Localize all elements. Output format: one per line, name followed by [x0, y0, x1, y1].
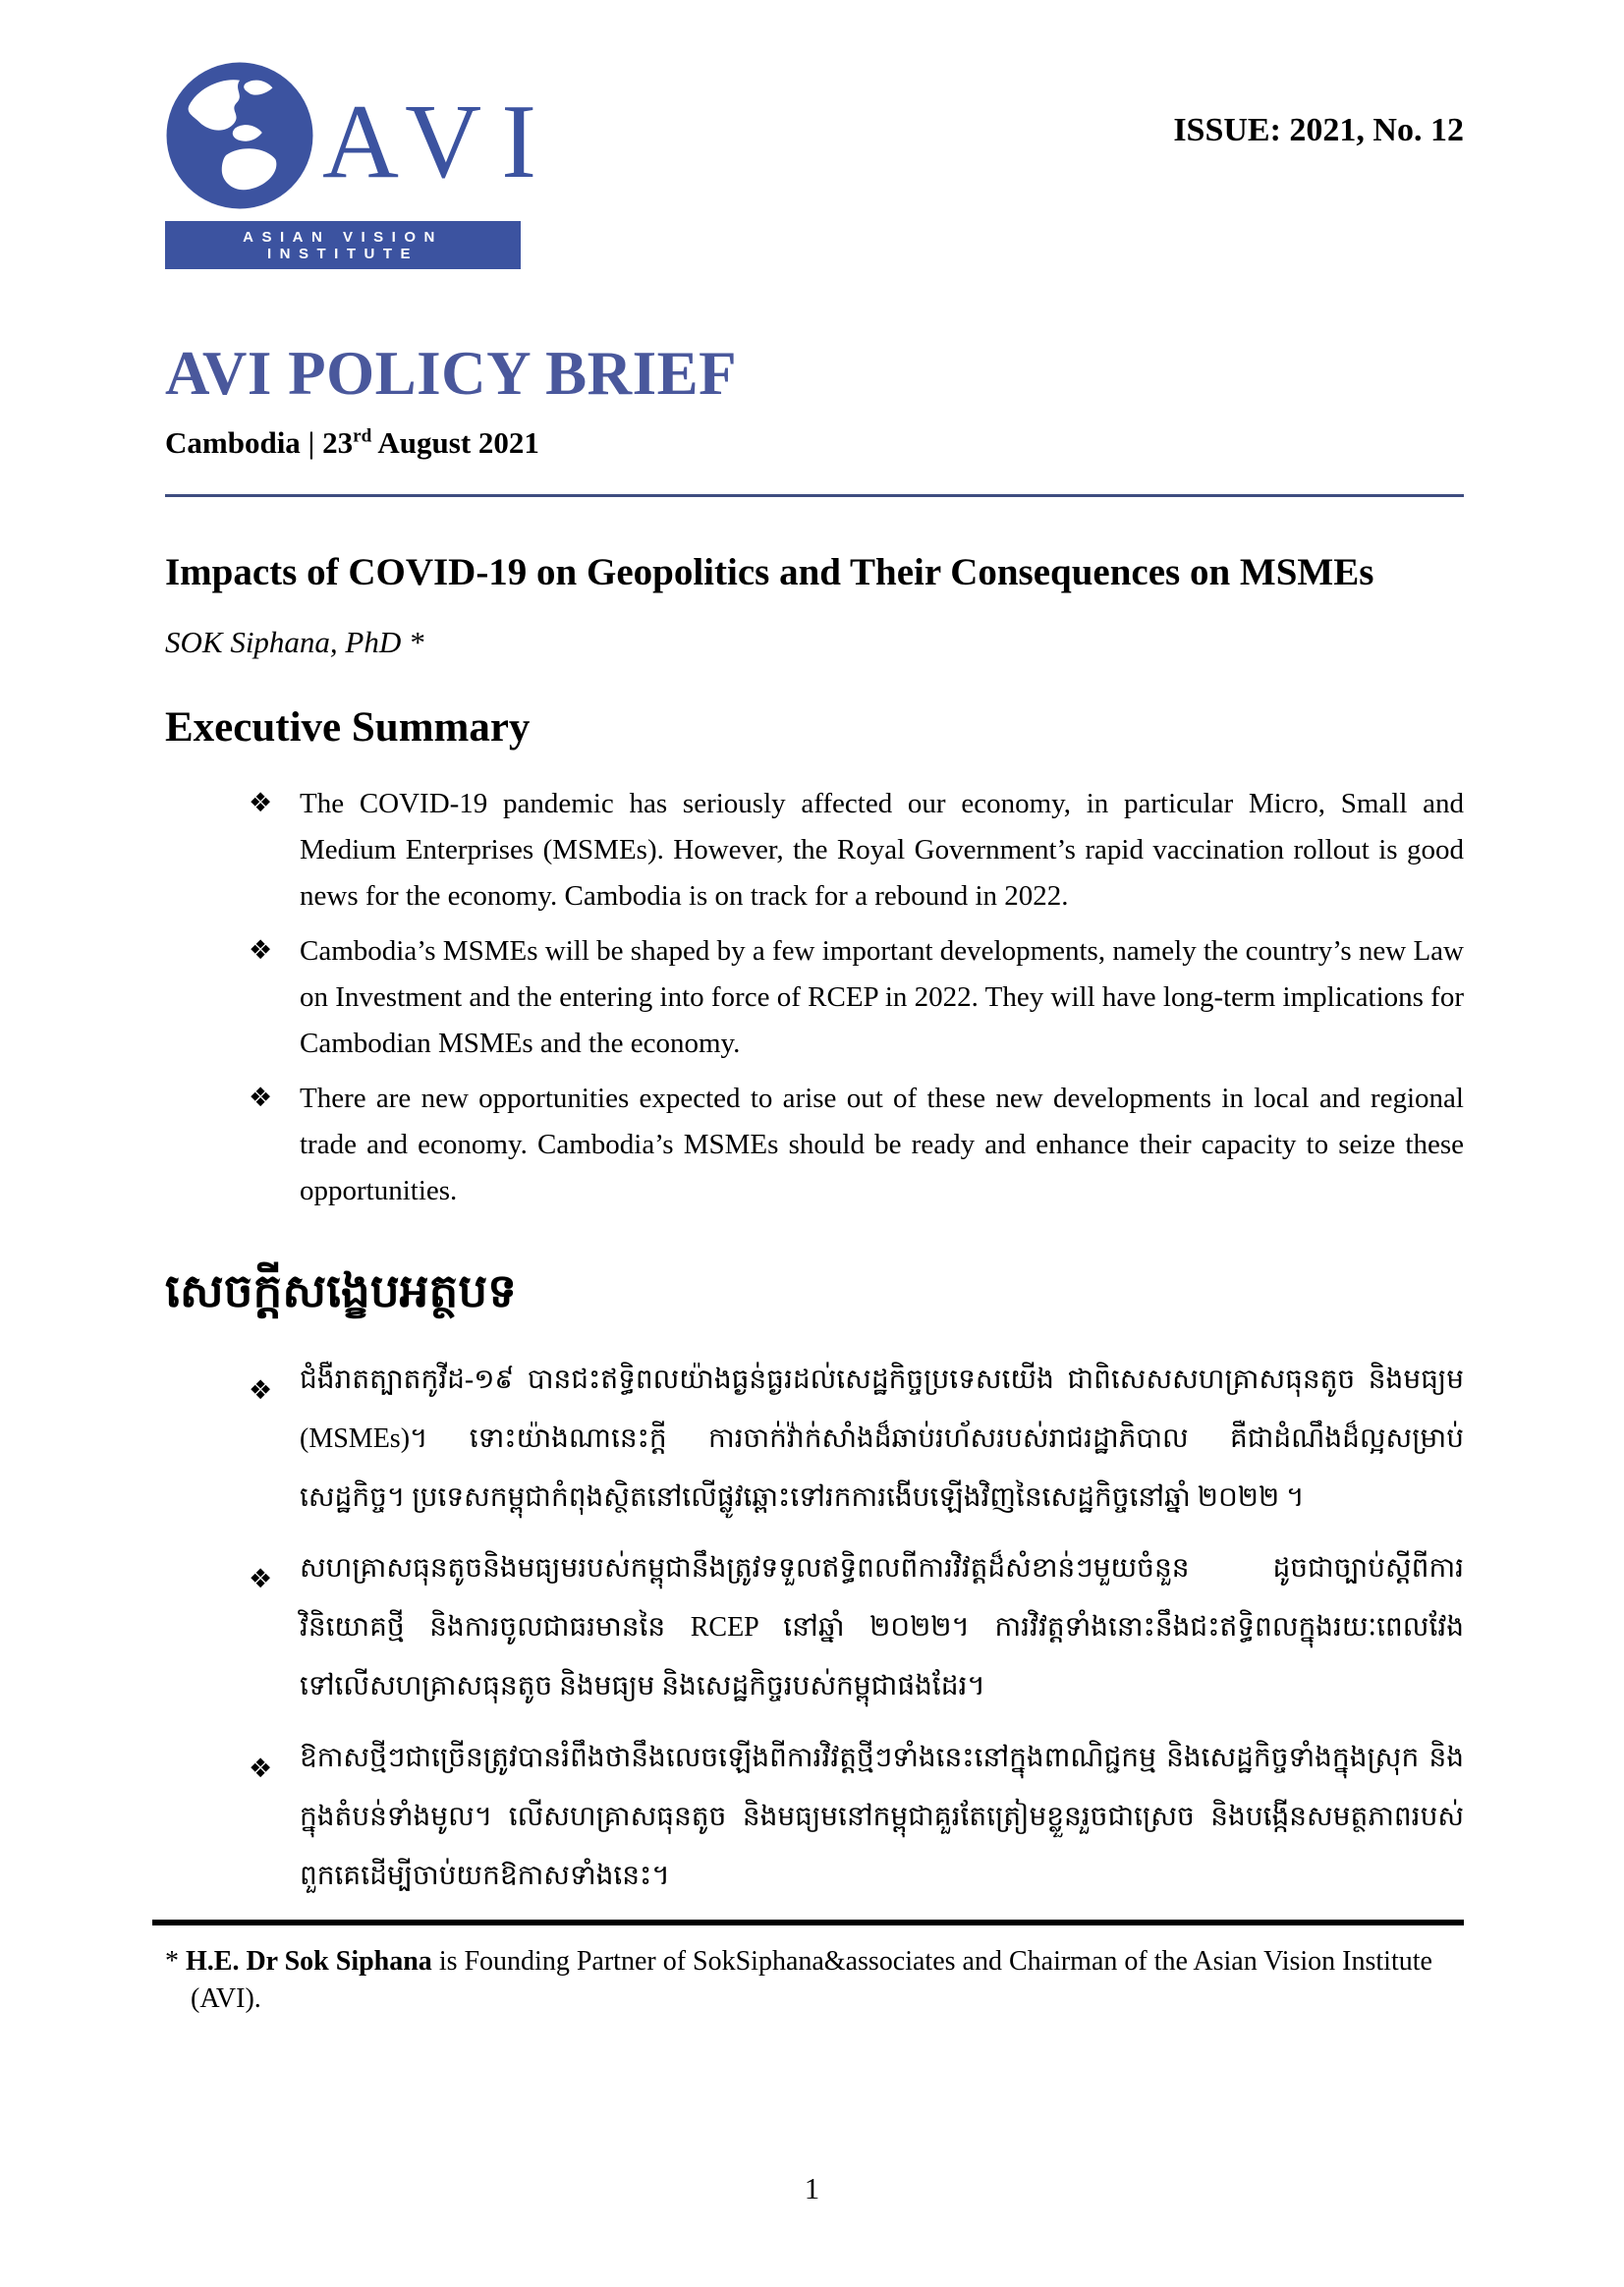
avi-wordmark: AVI — [322, 83, 557, 200]
avi-banner: ASIAN VISION INSTITUTE — [165, 221, 521, 269]
dateline-prefix: Cambodia | 23 — [165, 425, 354, 460]
bullet-text: Cambodia’s MSMEs will be shaped by a few important developments, namely the country’s new Law on Investment and the entering into force of RCEP in 2022. They will have long-term implications for Cambodian MSMEs and the economy. — [300, 934, 1464, 1059]
issue-label: ISSUE: 2021, No. 12 — [1173, 112, 1464, 148]
bullet-text: There are new opportunities expected to arise out of these new developments in local and regional trade and economy. Cambodia’s MSMEs should be ready and enhance their capacity to seize these opportunities. — [300, 1082, 1464, 1206]
bullet-diamond-icon: ❖ — [249, 1564, 273, 1595]
article-author: SOK Siphana, PhD * — [165, 624, 424, 659]
footnote-divider — [152, 1920, 1464, 1925]
article-title: Impacts of COVID-19 on Geopolitics and Their Consequences on MSMEs — [165, 551, 1374, 593]
bullet-text: ជំងឺរាតត្បាតកូវីដ-១៩ បានជះឥទ្ធិពលយ៉ាងធ្ងន់ធ្ងរដល់សេដ្ឋកិច្ចប្រទេសយើង ជាពិសេសសហគ្រាសធុនតូច និងមធ្យម (MSMEs)។ ទោះយ៉ាងណានេះក្ដី ការចាក់វ៉ាក់សាំងដ៏ឆាប់រហ័សរបស់រាជរដ្ឋាភិបាល គឺជាដំណឹងដ៏ល្អសម្រាប់សេដ្ឋកិច្ច។ ប្រទេសកម្ពុជាកំពុងស្ថិតនៅលើផ្លូវឆ្ពោះទៅរកការងើបឡើងវិញនៃសេដ្ឋកិច្ចនៅឆ្នាំ ២០២២ ។ — [300, 1364, 1464, 1513]
avi-logo — [165, 61, 557, 269]
summary-bullet — [249, 1076, 1464, 1214]
footnote-author-bold: H.E. Dr Sok Siphana — [186, 1946, 432, 1978]
executive-summary-heading: Executive Summary — [165, 703, 531, 751]
summary-bullet — [249, 928, 1464, 1067]
executive-summary-list — [165, 781, 1464, 1214]
bullet-text: សហគ្រាសធុនតូចនិងមធ្យមរបស់កម្ពុជានឹងត្រូវទទួលឥទ្ធិពលពីការវិវត្តដ៏សំខាន់ៗមួយចំនួន ដូចជាច្បាប់ស្ដីពីការវិនិយោគថ្មី និងការចូលជាធរមាននៃ RCEP នៅឆ្នាំ ២០២២។ ការវិវត្តទាំងនោះនឹងជះឥទ្ធិពលក្នុងរយៈពេលវែងទៅលើសហគ្រាសធុនតូច និងមធ្យម និងសេដ្ឋកិច្ចរបស់កម្ពុជាផងដែរ។ — [300, 1553, 1464, 1702]
avi-globe-icon — [165, 61, 314, 215]
khmer-summary-heading: សេចក្តីសង្ខេបអត្ថបទ — [165, 1265, 518, 1317]
bullet-diamond-icon: ❖ — [249, 787, 273, 818]
dateline-suffix: August 2021 — [371, 425, 539, 460]
bullet-diamond-icon: ❖ — [249, 1374, 273, 1406]
bullet-diamond-icon: ❖ — [249, 1082, 273, 1113]
footnote-text: is Founding Partner of SokSiphana&associates and Chairman of the Asian Vision Institute (AVI). — [191, 1946, 1432, 2015]
page-number: 1 — [804, 2171, 820, 2205]
header — [165, 61, 1464, 269]
khmer-bullet — [249, 1729, 1464, 1907]
bullet-text: ឱកាសថ្មីៗជាច្រើនត្រូវបានរំពឹងថានឹងលេចឡើងពីការវិវត្តថ្មីៗទាំងនេះនៅក្នុងពាណិជ្ជកម្ម និងសេដ្ឋកិច្ចទាំងក្នុងស្រុក និងក្នុងតំបន់ទាំងមូល។ លើសហគ្រាសធុនតូច និងមធ្យមនៅកម្ពុជាគួរតែត្រៀមខ្លួនរួចជាស្រេច និងបង្កើនសមត្ថភាពរបស់ពួកគេដើម្បីចាប់យកឱកាសទាំងនេះ។ — [300, 1742, 1464, 1892]
khmer-summary-list — [165, 1351, 1464, 1907]
footnote — [165, 1943, 1438, 2018]
bullet-text: The COVID-19 pandemic has seriously affected our economy, in particular Micro, Small and Medium Enterprises (MSMEs). However, the Royal Government’s rapid vaccination rollout is good news for the economy. Cambodia is on track for a rebound in 2022. — [300, 787, 1464, 912]
summary-bullet — [249, 781, 1464, 920]
avi-logo-top — [165, 61, 557, 215]
dateline-ordinal: rd — [353, 425, 372, 447]
masthead-title: AVI POLICY BRIEF — [165, 339, 738, 408]
khmer-bullet — [249, 1539, 1464, 1717]
header-divider — [165, 494, 1464, 497]
khmer-bullet — [249, 1351, 1464, 1529]
bullet-diamond-icon: ❖ — [249, 934, 273, 966]
dateline — [165, 425, 1464, 461]
footnote-marker: * — [165, 1946, 186, 1978]
bullet-diamond-icon: ❖ — [249, 1753, 273, 1784]
